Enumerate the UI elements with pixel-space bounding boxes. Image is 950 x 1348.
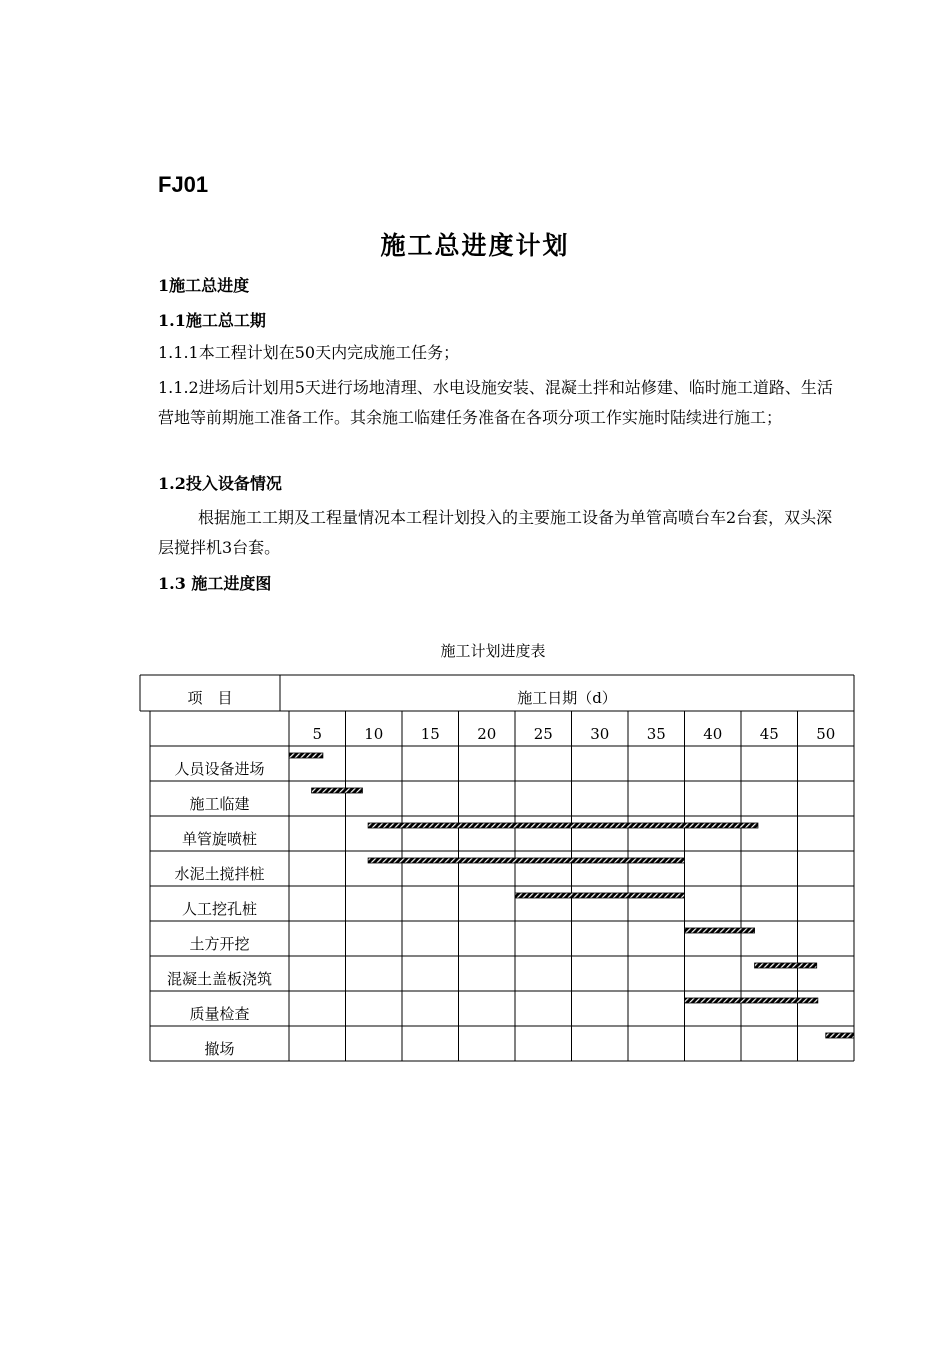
page-title: 施工总进度计划 <box>380 231 570 260</box>
task-label: 单管旋喷桩 <box>181 830 258 848</box>
task-label: 水泥土搅拌桩 <box>174 865 265 883</box>
task-label: 混凝土盖板浇筑 <box>166 970 273 988</box>
task-bar <box>826 1033 854 1038</box>
task-label: 土方开挖 <box>189 935 250 953</box>
task-label: 人员设备进场 <box>174 760 265 778</box>
day-label-50: 50 <box>816 725 836 743</box>
paragraph-1-2: 根据施工工期及工程量情况本工程计划投入的主要施工设备为单管高喷台车2台套，双头深层搅拌机3台套。 <box>158 508 833 557</box>
day-label-15: 15 <box>420 725 440 743</box>
paragraph-1-1-2: 1.1.2进场后计划用5天进行场地清理、水电设施安装、混凝土拌和站修建、临时施工道路、生活营地等前期施工准备工作。其余施工临建任务准备在各项分项工作实施时陆续进行施工； <box>158 378 833 427</box>
day-label-5: 5 <box>312 725 323 743</box>
task-bar <box>685 928 755 933</box>
paragraph-1-1-1: 1.1.1本工程计划在50天内完成施工任务； <box>158 343 460 362</box>
task-bar <box>685 998 818 1003</box>
section-heading-1-2: 1.2投入设备情况 <box>158 474 282 493</box>
day-label-25: 25 <box>533 725 553 743</box>
task-label: 撤场 <box>204 1040 235 1058</box>
day-label-45: 45 <box>759 725 779 743</box>
day-label-40: 40 <box>703 725 723 743</box>
day-label-30: 30 <box>590 725 610 743</box>
document-code: FJ01 <box>158 172 209 197</box>
task-bar <box>312 788 363 793</box>
day-label-10: 10 <box>364 725 384 743</box>
task-bar <box>755 963 817 968</box>
task-bar <box>515 893 685 898</box>
task-label: 质量检查 <box>189 1005 250 1023</box>
header-period-label: 施工日期（d） <box>517 689 617 707</box>
day-label-20: 20 <box>477 725 497 743</box>
task-label: 施工临建 <box>189 795 250 813</box>
task-bar <box>368 858 684 863</box>
task-label: 人工挖孔桩 <box>181 900 258 918</box>
task-bar <box>368 823 758 828</box>
section-heading-1-1: 1.1施工总工期 <box>158 311 266 330</box>
task-bar <box>289 753 323 758</box>
section-heading-1: 1施工总进度 <box>158 276 250 295</box>
day-label-35: 35 <box>646 725 666 743</box>
section-heading-1-3: 1.3 施工进度图 <box>158 574 272 593</box>
table-caption: 施工计划进度表 <box>440 642 546 660</box>
header-item-label: 项 目 <box>187 689 233 707</box>
